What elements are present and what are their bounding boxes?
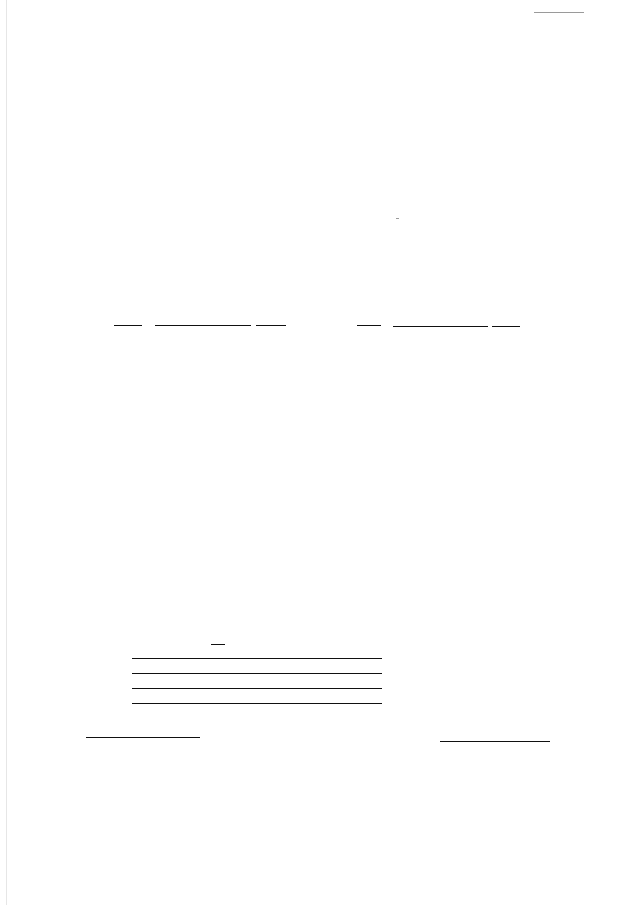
attachment-pages-line [211, 644, 225, 645]
attachment-item-line [132, 658, 382, 659]
date-to-year-line [492, 326, 520, 327]
attachment-item-line [132, 703, 382, 704]
date-from-month-line [155, 325, 251, 326]
attachment-item-line [132, 688, 382, 689]
scan-artifact [396, 218, 399, 219]
date-to-day-line [357, 325, 381, 326]
date-from-day-line [114, 325, 142, 326]
date-to-month-line [393, 326, 488, 327]
scan-artifact [534, 12, 584, 13]
attachment-item-line [132, 673, 382, 674]
scan-edge [6, 0, 7, 905]
date-signature-line [86, 737, 200, 738]
date-from-year-line [256, 325, 286, 326]
applicant-signature-line [440, 741, 550, 742]
